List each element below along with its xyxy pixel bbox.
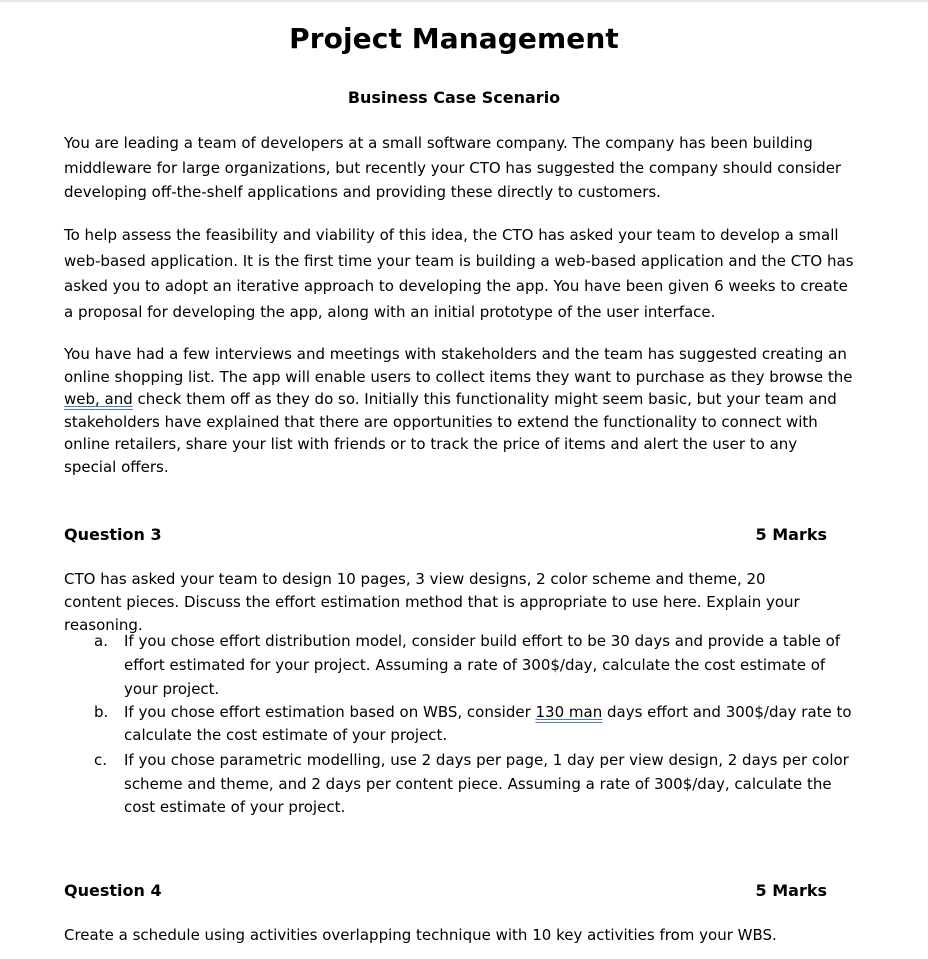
question-4-marks: 5 Marks [755, 881, 827, 900]
document-title: Project Management [289, 22, 619, 55]
question-3-body: CTO has asked your team to design 10 pages, 3 view designs, 2 color scheme and theme, 20 content pieces. Discuss the effort estimation method that is appropriate to use here. Explain your reasoning. [64, 570, 800, 634]
list-item-letter: c. [94, 751, 108, 769]
question-4-body: Create a schedule using activities overlapping technique with 10 key activities from your WBS. [64, 926, 777, 944]
question-3-header [64, 525, 827, 544]
list-item-text-end: days effort and 300$/day rate to calculate the cost estimate of your project. [124, 703, 852, 744]
scenario-paragraph-1: You are leading a team of developers at a small software company. The company has been building middleware for large organizations, but recently your CTO has suggested the company should consider developing off-the-shelf applications and providing these directly to customers. [64, 134, 842, 201]
list-item-text-start: If you chose effort estimation based on WBS, consider [124, 703, 536, 721]
question-3-options-list [64, 629, 854, 820]
scenario-paragraph-2: To help assess the feasibility and viability of this idea, the CTO has asked your team to develop a small web-based application. It is the first time your team is building a web-based application and the CTO has asked you to adopt an iterative approach to developing the app. You have been given 6 weeks to create a proposal for developing the app, along with an initial prototype of the user interface. [64, 226, 854, 321]
question-3-marks: 5 Marks [755, 525, 827, 544]
list-item-text: If you chose effort distribution model, consider build effort to be 30 days and provide a table of effort estimated for your project. Assuming a rate of 300$/day, calculate the cost estimate of your project. [124, 632, 841, 698]
list-item-letter: a. [94, 632, 108, 650]
document-subtitle: Business Case Scenario [347, 88, 561, 107]
scenario-paragraph-3-end: check them off as they do so. Initially this functionality might seem basic, but your team and stakeholders have explained that there are opportunities to extend the functionality to connect with online retailers, share your list with friends or to track the price of items and alert the user to any special offers. [64, 390, 837, 476]
page-top-border [0, 0, 928, 2]
scenario-paragraph-3-start: You have had a few interviews and meetings with stakeholders and the team has suggested creating an online shopping list. The app will enable users to collect items they want to purchase as they browse the [64, 345, 853, 386]
scenario-paragraph-3 [64, 343, 854, 478]
list-item [64, 701, 854, 747]
list-item [64, 749, 854, 820]
list-item [64, 629, 854, 701]
grammar-flagged-text[interactable]: 130 man [535, 703, 603, 721]
question-3-label: Question 3 [64, 525, 162, 544]
question-4-header [64, 881, 827, 900]
grammar-flagged-text[interactable]: web, and [64, 390, 133, 408]
list-item-text: If you chose parametric modelling, use 2 days per page, 1 day per view design, 2 days per color scheme and theme, and 2 days per content piece. Assuming a rate of 300$/day, calculate the cost estimate of your project. [124, 751, 849, 816]
list-item-letter: b. [94, 703, 109, 721]
question-4-label: Question 4 [64, 881, 162, 900]
